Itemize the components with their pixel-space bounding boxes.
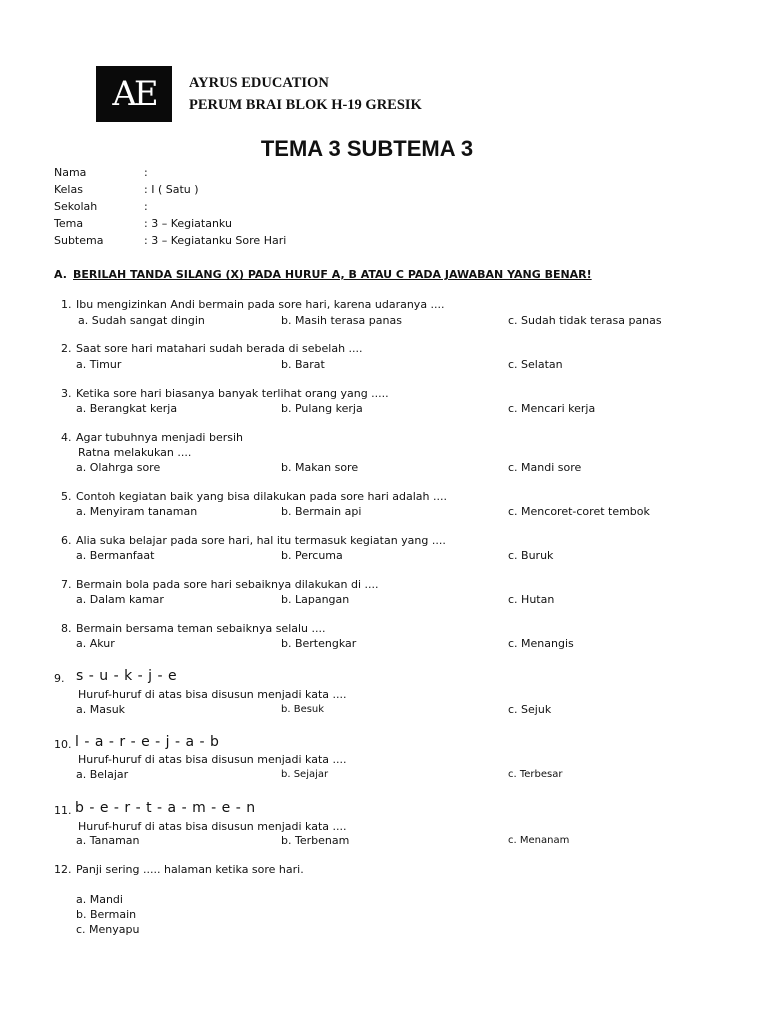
- question-text: Bermain bersama teman sebaiknya selalu ....: [76, 622, 326, 635]
- option-c: c. Menangis: [508, 637, 574, 650]
- question-number: 9.: [54, 672, 65, 685]
- identity-value-tema: : 3 – Kegiatanku: [144, 217, 232, 230]
- logo-lettering: AE: [112, 74, 156, 114]
- question-number: 8.: [61, 622, 72, 635]
- identity-value-kelas: : I ( Satu ): [144, 183, 199, 196]
- question-text: Alia suka belajar pada sore hari, hal itu termasuk kegiatan yang ....: [76, 534, 446, 547]
- option-c: c. Menyapu: [76, 923, 140, 936]
- option-c: c. Buruk: [508, 549, 554, 562]
- option-c: c. Sudah tidak terasa panas: [508, 314, 662, 327]
- question-text: Huruf-huruf di atas bisa disusun menjadi kata ....: [78, 753, 347, 766]
- option-c: c. Mencari kerja: [508, 402, 596, 415]
- question-number: 2.: [61, 342, 72, 355]
- question-text-continued: Ratna melakukan ....: [78, 446, 192, 459]
- question-text: Agar tubuhnya menjadi bersih: [76, 431, 244, 444]
- option-a: a. Belajar: [76, 768, 129, 781]
- option-b: b. Bermain: [76, 908, 137, 921]
- option-a: a. Bermanfaat: [76, 549, 155, 562]
- identity-value-sekolah: :: [144, 200, 148, 213]
- school-logo: [96, 66, 172, 122]
- option-a: a. Akur: [76, 637, 115, 650]
- option-b: b. Makan sore: [281, 461, 359, 474]
- identity-label-sekolah: Sekolah: [54, 200, 98, 213]
- scrambled-letters: b - e - r - t - a - m - e - n: [75, 800, 256, 816]
- question-number: 7.: [61, 578, 72, 591]
- option-c: c. Hutan: [508, 593, 555, 606]
- option-a: a. Berangkat kerja: [76, 402, 178, 415]
- question-text: Panji sering ..... halaman ketika sore hari.: [76, 863, 304, 876]
- question-number: 10.: [54, 738, 72, 751]
- option-c: c. Selatan: [508, 358, 563, 371]
- question-text: Saat sore hari matahari sudah berada di sebelah ....: [76, 342, 363, 355]
- question-text: Huruf-huruf di atas bisa disusun menjadi kata ....: [78, 820, 347, 833]
- section-a-instruction: [73, 268, 592, 281]
- option-a: a. Olahrga sore: [76, 461, 161, 474]
- option-b: b. Barat: [281, 358, 325, 371]
- question-number: 4.: [61, 431, 72, 444]
- question-number: 12.: [54, 863, 72, 876]
- question-text: Huruf-huruf di atas bisa disusun menjadi kata ....: [78, 688, 347, 701]
- option-b: b. Pulang kerja: [281, 402, 363, 415]
- school-name: AYRUS EDUCATION: [189, 75, 329, 91]
- option-b: b. Bertengkar: [281, 637, 357, 650]
- scrambled-letters: l - a - r - e - j - a - b: [75, 734, 220, 750]
- option-b: b. Percuma: [281, 549, 343, 562]
- option-a: a. Dalam kamar: [76, 593, 164, 606]
- option-b: b. Terbenam: [281, 834, 350, 847]
- option-c: c. Sejuk: [508, 703, 552, 716]
- option-a: a. Menyiram tanaman: [76, 505, 198, 518]
- option-b: b. Sejajar: [281, 769, 329, 780]
- option-a: a. Sudah sangat dingin: [78, 314, 205, 327]
- scrambled-letters: s - u - k - j - e: [76, 668, 178, 684]
- question-text: Bermain bola pada sore hari sebaiknya dilakukan di ....: [76, 578, 379, 591]
- page-title: TEMA 3 SUBTEMA 3: [260, 136, 474, 161]
- option-b: b. Lapangan: [281, 593, 350, 606]
- option-a: a. Masuk: [76, 703, 126, 716]
- identity-label-subtema: Subtema: [54, 234, 104, 247]
- option-c: c. Terbesar: [508, 769, 563, 780]
- option-a: a. Tanaman: [76, 834, 140, 847]
- question-number: 1.: [61, 298, 72, 311]
- section-a-instruction-text: BERILAH TANDA SILANG (X) PADA HURUF A, B ATAU C PADA JAWABAN YANG BENAR!: [73, 268, 592, 281]
- question-number: 5.: [61, 490, 72, 503]
- question-text: Contoh kegiatan baik yang bisa dilakukan pada sore hari adalah ....: [76, 490, 447, 503]
- option-c: c. Mencoret-coret tembok: [508, 505, 650, 518]
- identity-label-kelas: Kelas: [54, 183, 83, 196]
- option-b: b. Besuk: [281, 704, 325, 715]
- identity-value-nama: :: [144, 166, 148, 179]
- question-number: 11.: [54, 804, 72, 817]
- question-number: 3.: [61, 387, 72, 400]
- section-a-letter: A.: [54, 268, 67, 281]
- option-b: b. Masih terasa panas: [281, 314, 402, 327]
- identity-label-tema: Tema: [54, 217, 84, 230]
- school-address: PERUM BRAI BLOK H-19 GRESIK: [189, 97, 422, 113]
- question-text: Ketika sore hari biasanya banyak terlihat orang yang .....: [76, 387, 389, 400]
- question-text: Ibu mengizinkan Andi bermain pada sore hari, karena udaranya ....: [76, 298, 445, 311]
- option-c: c. Mandi sore: [508, 461, 582, 474]
- option-a: a. Mandi: [76, 893, 123, 906]
- identity-label-nama: Nama: [54, 166, 87, 179]
- option-c: c. Menanam: [508, 835, 570, 846]
- option-a: a. Timur: [76, 358, 122, 371]
- identity-value-subtema: : 3 – Kegiatanku Sore Hari: [144, 234, 287, 247]
- option-b: b. Bermain api: [281, 505, 362, 518]
- question-number: 6.: [61, 534, 72, 547]
